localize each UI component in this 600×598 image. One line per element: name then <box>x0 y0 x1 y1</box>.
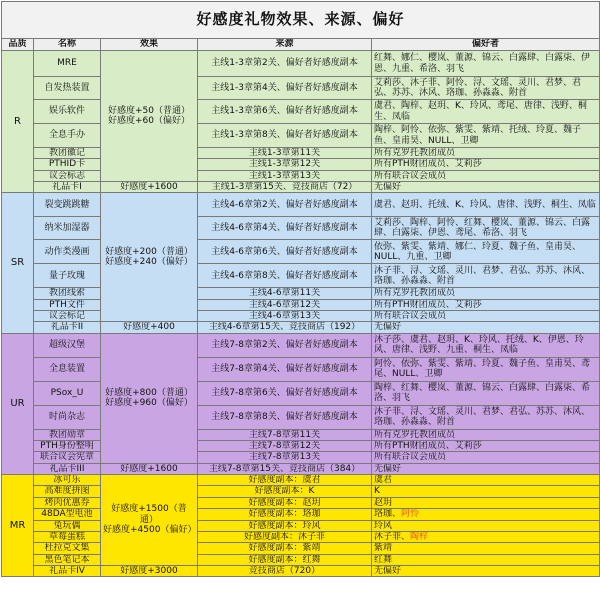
table-row <box>2 475 600 486</box>
header-row <box>2 39 600 51</box>
gift-table-body <box>2 51 600 577</box>
source-cell: 主线7-8章第12关 <box>198 441 372 452</box>
source-cell: 主线1-3章第12关 <box>198 159 372 170</box>
preference-text: 所有克罗托教团成员 <box>374 148 456 158</box>
table-row <box>2 497 600 508</box>
gift-name-cell: 烤肉优惠券 <box>34 497 101 508</box>
table-row <box>2 405 600 429</box>
effect-cell: 好感度+800（普通） 好感度+960（偏好） <box>101 333 198 463</box>
preference-cell <box>372 497 600 508</box>
source-cell: 主线4-6章第8关、偏好者好感度副本 <box>198 264 372 288</box>
gift-name-cell: 礼品卡II <box>34 322 101 333</box>
table-row <box>2 452 600 463</box>
source-cell: 主线4-6章第11关 <box>198 288 372 299</box>
source-cell: 好感度副本：沐子菲 <box>198 531 372 542</box>
table-row <box>2 240 600 264</box>
table-row <box>2 159 600 170</box>
preference-cell <box>372 240 600 264</box>
quality-cell: R <box>2 51 34 193</box>
source-cell: 主线4-6章第6关、偏好者好感度副本 <box>198 240 372 264</box>
preference-text: 阿怜、依弥、紫雯、紫靖、玲夏、魏子鱼、皇甫昊、鸢尾、NULL、卫卿 <box>374 358 591 380</box>
table-row <box>2 322 600 333</box>
effect-cell: 好感度+1500（普通） 好感度+4500（偏好） <box>101 475 198 566</box>
effect-cell: 好感度+400 <box>101 322 198 333</box>
quality-cell: SR <box>2 193 34 333</box>
gift-name-cell: 礼品卡I <box>34 182 101 193</box>
preference-text: 所有克罗托教团成员 <box>374 429 456 440</box>
preference-text: 无偏好 <box>374 182 402 193</box>
preference-cell <box>372 51 600 77</box>
effect-cell: 好感度+200（普通） 好感度+240（偏好） <box>101 193 198 322</box>
source-cell: 主线4-6章第4关、偏好者好感度副本 <box>198 217 372 240</box>
preference-cell <box>372 429 600 440</box>
preference-cell <box>372 531 600 542</box>
source-cell: 主线4-6章第13关 <box>198 311 372 322</box>
gift-name-cell: 黑色笔记本 <box>34 554 101 565</box>
preference-cell <box>372 405 600 429</box>
source-cell: 主线7-8章第11关 <box>198 429 372 440</box>
gift-name-cell: 娱乐软件 <box>34 100 101 124</box>
gift-name-cell: 超级汉堡 <box>34 333 101 357</box>
preference-text: 沐子莎、虞君、赵玥、K、玲风、托绒、K、伊恩、玲风、唐律、浅野、九重、桐生、凤临 <box>374 334 584 356</box>
source-cell: 主线7-8章第2关、偏好者好感度副本 <box>198 333 372 357</box>
preference-text: 无偏好 <box>374 322 402 333</box>
preference-cell <box>372 357 600 381</box>
gift-name-cell: 联合议会宪章 <box>34 452 101 463</box>
table-row <box>2 520 600 531</box>
preference-text: 红舞 <box>374 554 393 565</box>
gift-name-cell: 杜拉克文集 <box>34 543 101 554</box>
gift-name-cell: 时尚杂志 <box>34 405 101 429</box>
preference-text: 虞君、赵玥、托绒、K、玲风、唐律、浅野、桐生、凤临 <box>374 199 596 210</box>
source-cell: 主线7-8章第4关、偏好者好感度副本 <box>198 357 372 381</box>
source-cell: 主线1-3章第13关 <box>198 170 372 181</box>
quality-cell: UR <box>2 333 34 474</box>
preference-cell <box>372 463 600 474</box>
preference-highlight: 陶梓 <box>410 531 429 542</box>
preference-highlight: 阿怜 <box>401 509 420 520</box>
table-row <box>2 170 600 181</box>
preference-text: 依弥、紫雯、紫靖、娜仁、玲夏、魏子鱼、皇甫昊、NULL、九重、卫卿 <box>374 241 582 262</box>
gift-name-cell: 全息装置 <box>34 357 101 381</box>
source-cell: 竞技商店（720） <box>198 565 372 576</box>
preference-text: 珞珈、 <box>374 509 402 520</box>
source-cell: 好感度副本：玲风 <box>198 520 372 531</box>
table-row <box>2 531 600 542</box>
source-cell: 主线7-8章第15关、竞技商店（384） <box>198 463 372 474</box>
gift-name-cell: 草莓蛋糕 <box>34 531 101 542</box>
table-row <box>2 100 600 124</box>
quality-cell: MR <box>2 475 34 577</box>
preference-cell <box>372 148 600 159</box>
gift-name-cell: 冰可乐 <box>34 475 101 486</box>
preference-cell <box>372 543 600 554</box>
preference-text: 沐子菲、 <box>374 531 411 542</box>
preference-text: 虞君 <box>374 475 393 486</box>
preference-cell <box>372 333 600 357</box>
header-preference: 偏好者 <box>372 39 600 51</box>
gift-table <box>1 1 600 577</box>
preference-cell <box>372 311 600 322</box>
preference-text: 所有PTH财团成员、艾莉莎 <box>374 441 482 452</box>
table-row <box>2 429 600 440</box>
source-cell: 主线1-3章第11关 <box>198 148 372 159</box>
preference-cell <box>372 159 600 170</box>
gift-name-cell: 全息手办 <box>34 124 101 148</box>
preference-text: 无偏好 <box>374 463 402 474</box>
preference-text: 沐子菲、浔、文瑶、灵川、君梦、君弘、苏苏、沐风、珞珈、孙淼淼、附首 <box>374 265 591 286</box>
source-cell: 主线1-3章第2关、偏好者好感度副本 <box>198 51 372 77</box>
preference-text: 赵玥 <box>374 497 393 508</box>
preference-text: 所有联合议会成员 <box>374 170 447 181</box>
source-cell: 主线7-8章第6关、偏好者好感度副本 <box>198 381 372 405</box>
preference-text: 红舞、娜仁、樱岚、董源、锦云、白露肆、白露柒、伊恩、九重、希洛、羽飞 <box>374 53 591 74</box>
source-cell: 主线4-6章第2关、偏好者好感度副本 <box>198 193 372 217</box>
table-row <box>2 288 600 299</box>
table-row <box>2 193 600 217</box>
gift-table-sheet <box>1 1 599 596</box>
table-row <box>2 311 600 322</box>
source-cell: 好感度副本：赵玥 <box>198 497 372 508</box>
source-cell: 好感度副本：红舞 <box>198 554 372 565</box>
preference-cell <box>372 124 600 148</box>
table-row <box>2 565 600 576</box>
preference-text: 玲风 <box>374 520 393 531</box>
preference-cell <box>372 193 600 217</box>
source-cell: 主线1-3章第6关、偏好者好感度副本 <box>198 100 372 124</box>
table-title: 好感度礼物效果、来源、偏好 <box>2 2 600 39</box>
preference-text: 所有克罗托教团成员 <box>374 288 456 299</box>
preference-text: 所有PTH财团成员、艾莉莎 <box>374 159 482 170</box>
preference-cell <box>372 565 600 576</box>
table-row <box>2 554 600 565</box>
table-row <box>2 381 600 405</box>
source-cell: 主线1-3章第4关、偏好者好感度副本 <box>198 77 372 100</box>
table-row <box>2 509 600 520</box>
preference-cell <box>372 217 600 240</box>
source-cell: 好感度副本：珞珈 <box>198 509 372 520</box>
preference-cell <box>372 288 600 299</box>
preference-text: 紫靖 <box>374 543 393 554</box>
effect-cell: 好感度+3000 <box>101 565 198 576</box>
table-row <box>2 264 600 288</box>
table-row <box>2 463 600 474</box>
preference-cell <box>372 486 600 497</box>
preference-cell <box>372 299 600 310</box>
gift-name-cell: 自发热装置 <box>34 77 101 100</box>
gift-name-cell: PTHID卡 <box>34 159 101 170</box>
preference-cell <box>372 475 600 486</box>
gift-name-cell: 教团徽记 <box>34 148 101 159</box>
gift-name-cell: 动作类漫画 <box>34 240 101 264</box>
source-cell: 好感度副本：虞君 <box>198 475 372 486</box>
source-cell: 主线4-6章第15关、竞技商店（192） <box>198 322 372 333</box>
table-row <box>2 299 600 310</box>
table-row <box>2 182 600 193</box>
preference-cell <box>372 554 600 565</box>
gift-name-cell: 量子玫瑰 <box>34 264 101 288</box>
gift-name-cell: 议会标志 <box>34 170 101 181</box>
gift-name-cell: MRE <box>34 51 101 77</box>
preference-cell <box>372 170 600 181</box>
preference-cell <box>372 520 600 531</box>
gift-name-cell: 教团线索 <box>34 288 101 299</box>
table-row <box>2 51 600 77</box>
preference-cell <box>372 77 600 100</box>
gift-name-cell: PTH身份整明 <box>34 441 101 452</box>
preference-cell <box>372 264 600 288</box>
header-name: 名称 <box>34 39 101 51</box>
gift-name-cell: 纳米加湿器 <box>34 217 101 240</box>
preference-cell <box>372 441 600 452</box>
source-cell: 主线1-3章第8关、偏好者好感度副本 <box>198 124 372 148</box>
preference-text: 沐子菲、浔、文瑶、灵川、君梦、君弘、苏苏、沐风、珞珈、孙淼淼、附首 <box>374 406 591 428</box>
preference-text: 无偏好 <box>374 565 402 576</box>
source-cell: 主线7-8章第13关 <box>198 452 372 463</box>
gift-name-cell: 礼品卡III <box>34 463 101 474</box>
effect-cell: 好感度+50（普通） 好感度+60（偏好） <box>101 51 198 182</box>
preference-text: 艾莉莎、陶梓、阿怜、红舞、樱岚、董源、锦云、白露肆、白露柒、伊恩、鸢尾、希洛、羽飞 <box>374 218 591 239</box>
gift-name-cell: 教团勋章 <box>34 429 101 440</box>
preference-text: 所有PTH财团成员、艾莉莎 <box>374 299 482 310</box>
table-row <box>2 124 600 148</box>
preference-cell <box>372 452 600 463</box>
effect-cell: 好感度+1600 <box>101 182 198 193</box>
header-effect: 效果 <box>101 39 198 51</box>
gift-name-cell: 礼品卡IV <box>34 565 101 576</box>
table-row <box>2 77 600 100</box>
table-row <box>2 357 600 381</box>
preference-text: K <box>374 486 380 497</box>
source-cell: 主线7-8章第8关、偏好者好感度副本 <box>198 405 372 429</box>
header-quality: 品质 <box>2 39 34 51</box>
gift-name-cell: 高难度拼图 <box>34 486 101 497</box>
header-source: 来源 <box>198 39 372 51</box>
table-row <box>2 486 600 497</box>
effect-cell: 好感度+1600 <box>101 463 198 474</box>
preference-cell <box>372 381 600 405</box>
table-row <box>2 148 600 159</box>
source-cell: 主线1-3章第15关、竞技商店（72） <box>198 182 372 193</box>
table-row <box>2 441 600 452</box>
preference-text: 陶梓、阿怜、依弥、紫雯、紫靖、托绒、玲夏、魏子鱼、皇甫昊、NULL、卫卿 <box>374 125 582 146</box>
preference-text: 所有联合议会成员 <box>374 311 447 322</box>
preference-cell <box>372 322 600 333</box>
gift-name-cell: 议会标记 <box>34 311 101 322</box>
preference-text: 陶梓、红舞、樱岚、董源、锦云、白露肆、白露柒、希洛、羽飞 <box>374 382 591 404</box>
source-cell: 主线4-6章第12关 <box>198 299 372 310</box>
gift-name-cell: 兔玩偶 <box>34 520 101 531</box>
gift-name-cell: PSox_U <box>34 381 101 405</box>
table-row <box>2 333 600 357</box>
preference-cell <box>372 100 600 124</box>
source-cell: 好感度副本：紫靖 <box>198 543 372 554</box>
preference-text: 虞君、陶梓、赵玥、K、玲风、鸢尾、唐律、浅野、桐生、凤临 <box>374 101 587 122</box>
table-row <box>2 217 600 240</box>
preference-text: 艾莉莎、沐子菲、阿怜、浔、文瑶、灵川、君梦、君弘、苏苏、沐风、珞珈、孙淼淼、附首 <box>374 77 582 98</box>
preference-cell <box>372 182 600 193</box>
source-cell: 好感度副本：K <box>198 486 372 497</box>
gift-name-cell: 裂变跳跳糖 <box>34 193 101 217</box>
gift-name-cell: PTH文件 <box>34 299 101 310</box>
preference-text: 所有联合议会成员 <box>374 452 447 463</box>
preference-cell <box>372 509 600 520</box>
table-row <box>2 543 600 554</box>
gift-name-cell: 48DA型电池 <box>34 509 101 520</box>
